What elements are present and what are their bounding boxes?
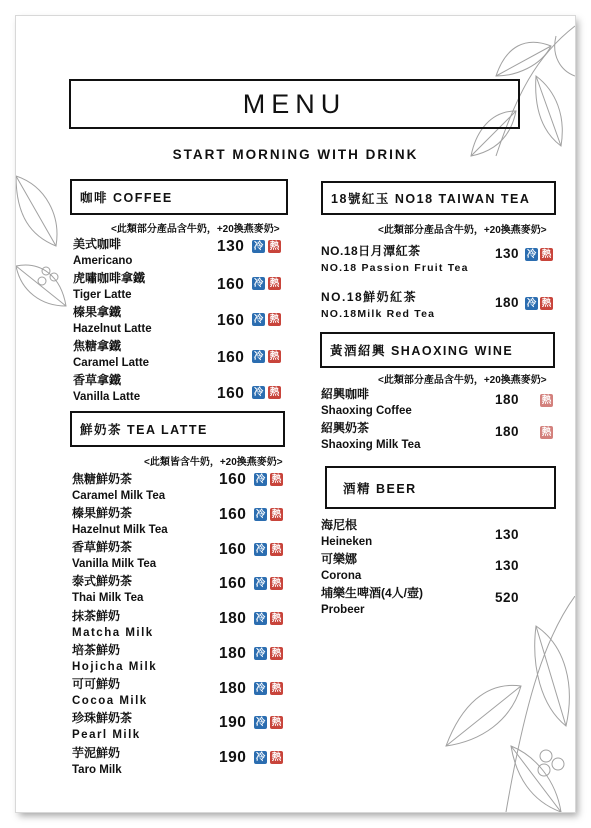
item-name-zh: 泰式鮮奶茶 bbox=[72, 574, 133, 588]
leaf-decoration-icon bbox=[416, 596, 575, 812]
hot-badge-icon: 熱 bbox=[271, 509, 282, 520]
cold-badge-icon: 冷 bbox=[255, 613, 266, 624]
hot-badge-icon: 熱 bbox=[541, 298, 552, 309]
item-name-en: Matcha Milk bbox=[72, 627, 154, 639]
menu-item bbox=[321, 551, 361, 585]
hot-badge-icon: 熱 bbox=[271, 474, 282, 485]
item-name-zh: 焦糖鮮奶茶 bbox=[72, 472, 133, 486]
item-name-zh: 香草拿鐵 bbox=[73, 373, 122, 387]
cold-badge-icon: 冷 bbox=[255, 717, 266, 728]
menu-item bbox=[72, 642, 157, 676]
item-name-zh: 珍珠鮮奶茶 bbox=[72, 711, 133, 725]
cold-badge-icon: 冷 bbox=[255, 509, 266, 520]
item-price: 190 bbox=[219, 714, 247, 731]
hot-badge-icon: 熱 bbox=[269, 278, 280, 289]
item-name-en: Caramel Milk Tea bbox=[72, 490, 166, 502]
hot-badge-icon: 熱 bbox=[271, 683, 282, 694]
item-name-zh: 焦糖拿鐵 bbox=[73, 339, 122, 353]
item-name-en: Shaoxing Coffee bbox=[321, 405, 412, 417]
menu-item bbox=[72, 608, 154, 642]
menu-item bbox=[72, 573, 143, 607]
item-price: 160 bbox=[219, 506, 247, 523]
hot-badge-icon: 熱 bbox=[271, 648, 282, 659]
menu-item bbox=[73, 372, 140, 406]
menu-subtitle: START MORNING WITH DRINK bbox=[172, 147, 419, 162]
item-price: 180 bbox=[219, 680, 247, 697]
hot-badge-icon: 熱 bbox=[271, 578, 282, 589]
item-name-zh: 榛果鮮奶茶 bbox=[72, 506, 133, 520]
item-name-en: Probeer bbox=[321, 604, 365, 616]
item-price: 160 bbox=[217, 385, 245, 402]
cold-badge-icon: 冷 bbox=[253, 241, 264, 252]
item-name-zh: 可樂娜 bbox=[321, 552, 358, 566]
item-price: 180 bbox=[495, 295, 520, 310]
item-name-en: Vanilla Latte bbox=[73, 391, 141, 403]
item-name-zh: 埔樂生啤酒(4人/壺) bbox=[321, 586, 424, 600]
item-name-zh: 芋泥鮮奶 bbox=[72, 746, 121, 760]
item-name-en: Tiger Latte bbox=[73, 289, 132, 301]
item-name-zh: 紹興咖啡 bbox=[321, 387, 370, 401]
menu-item bbox=[72, 471, 165, 505]
item-name-zh: 美式咖啡 bbox=[73, 237, 122, 251]
shaoxing-header-text: 黃酒紹興 SHAOXING WINE bbox=[330, 344, 514, 358]
item-price: 160 bbox=[219, 575, 247, 592]
hot-badge-icon: 熱 bbox=[541, 427, 552, 438]
beer-section-header bbox=[325, 466, 556, 509]
item-price: 180 bbox=[219, 610, 247, 627]
item-name-en: Cocoa Milk bbox=[72, 695, 148, 707]
hot-badge-icon: 熱 bbox=[271, 717, 282, 728]
item-name-en: Pearl Milk bbox=[72, 729, 141, 741]
menu-item bbox=[321, 420, 420, 454]
hot-badge-icon: 熱 bbox=[541, 395, 552, 406]
taiwan-tea-note: <此類部分產品含牛奶，+20換燕麥奶> bbox=[378, 225, 547, 236]
item-name-en: Shaoxing Milk Tea bbox=[321, 439, 421, 451]
hot-badge-icon: 熱 bbox=[269, 387, 280, 398]
item-name-en: Hazelnut Milk Tea bbox=[72, 524, 168, 536]
item-name-zh: 紹興奶茶 bbox=[321, 421, 370, 435]
cold-badge-icon: 冷 bbox=[255, 578, 266, 589]
menu-item bbox=[73, 338, 149, 372]
menu-item bbox=[321, 386, 412, 420]
menu-item bbox=[72, 710, 141, 744]
item-price: 190 bbox=[219, 749, 247, 766]
item-price: 180 bbox=[495, 392, 520, 407]
tea-latte-section-header bbox=[70, 411, 285, 447]
item-price: 160 bbox=[217, 276, 245, 293]
item-name-en: Caramel Latte bbox=[73, 357, 150, 369]
item-price: 160 bbox=[217, 349, 245, 366]
menu-item bbox=[321, 585, 423, 619]
cold-badge-icon: 冷 bbox=[253, 351, 264, 362]
item-name-en: Vanilla Milk Tea bbox=[72, 558, 157, 570]
menu-title-box bbox=[69, 79, 520, 129]
menu-page bbox=[16, 16, 575, 812]
shaoxing-section-header bbox=[320, 332, 555, 368]
menu-item bbox=[72, 505, 168, 539]
coffee-note: <此類部分產品含牛奶，+20換燕麥奶> bbox=[111, 224, 280, 235]
item-name-en: Corona bbox=[321, 570, 362, 582]
cold-badge-icon: 冷 bbox=[526, 298, 537, 309]
menu-item bbox=[321, 517, 372, 551]
item-name-zh: 抹茶鮮奶 bbox=[72, 609, 121, 623]
hot-badge-icon: 熱 bbox=[269, 241, 280, 252]
item-price: 520 bbox=[495, 590, 520, 605]
menu-item bbox=[72, 539, 156, 573]
item-name-zh: 虎嘯咖啡拿鐵 bbox=[73, 271, 146, 285]
item-price: 160 bbox=[219, 471, 247, 488]
item-name-zh: 培茶鮮奶 bbox=[72, 643, 121, 657]
item-name-en: Hojicha Milk bbox=[72, 661, 158, 673]
item-name-zh: NO.18鮮奶紅茶 bbox=[321, 290, 418, 304]
menu-item bbox=[73, 236, 132, 270]
item-name-zh: 香草鮮奶茶 bbox=[72, 540, 133, 554]
item-price: 130 bbox=[217, 238, 245, 255]
menu-item bbox=[73, 304, 152, 338]
item-name-zh: NO.18日月潭紅茶 bbox=[321, 244, 421, 258]
coffee-header-text: 咖啡 COFFEE bbox=[80, 191, 173, 205]
shaoxing-note: <此類部分產品含牛奶，+20換燕麥奶> bbox=[378, 375, 547, 386]
item-name-en: Americano bbox=[73, 255, 133, 267]
hot-badge-icon: 熱 bbox=[271, 544, 282, 555]
beer-header-text: 酒精 BEER bbox=[343, 481, 417, 496]
item-price: 130 bbox=[495, 246, 520, 261]
item-name-en: Heineken bbox=[321, 536, 373, 548]
cold-badge-icon: 冷 bbox=[526, 249, 537, 260]
cold-badge-icon: 冷 bbox=[253, 387, 264, 398]
taiwan-tea-section-header bbox=[321, 181, 556, 215]
cold-badge-icon: 冷 bbox=[253, 278, 264, 289]
cold-badge-icon: 冷 bbox=[255, 683, 266, 694]
item-price: 180 bbox=[219, 645, 247, 662]
menu-item bbox=[321, 243, 469, 277]
hot-badge-icon: 熱 bbox=[271, 752, 282, 763]
tea-latte-header-text: 鮮奶茶 TEA LATTE bbox=[80, 423, 208, 437]
item-name-zh: 榛果拿鐵 bbox=[73, 305, 122, 319]
cold-badge-icon: 冷 bbox=[255, 648, 266, 659]
menu-item bbox=[72, 676, 148, 710]
menu-title: MENU bbox=[242, 88, 347, 119]
menu-item bbox=[72, 745, 122, 779]
hot-badge-icon: 熱 bbox=[269, 351, 280, 362]
menu-item bbox=[73, 270, 145, 304]
taiwan-tea-header-text: 18號紅玉 NO18 TAIWAN TEA bbox=[331, 192, 531, 206]
coffee-section-header bbox=[70, 179, 288, 215]
item-price: 160 bbox=[219, 541, 247, 558]
hot-badge-icon: 熱 bbox=[541, 249, 552, 260]
item-price: 160 bbox=[217, 312, 245, 329]
item-name-en: NO.18Milk Red Tea bbox=[321, 308, 436, 320]
item-name-en: Taro Milk bbox=[72, 764, 122, 776]
item-name-en: Thai Milk Tea bbox=[72, 592, 144, 604]
item-price: 130 bbox=[495, 558, 520, 573]
cold-badge-icon: 冷 bbox=[255, 474, 266, 485]
item-name-zh: 可可鮮奶 bbox=[72, 677, 121, 691]
menu-item bbox=[321, 289, 435, 323]
tea-latte-note: <此類皆含牛奶，+20換燕麥奶> bbox=[144, 457, 283, 468]
cold-badge-icon: 冷 bbox=[255, 544, 266, 555]
item-price: 180 bbox=[495, 424, 520, 439]
item-name-zh: 海尼根 bbox=[321, 518, 358, 532]
hot-badge-icon: 熱 bbox=[269, 314, 280, 325]
item-name-en: Hazelnut Latte bbox=[73, 323, 152, 335]
item-price: 130 bbox=[495, 527, 520, 542]
cold-badge-icon: 冷 bbox=[255, 752, 266, 763]
item-name-en: NO.18 Passion Fruit Tea bbox=[321, 262, 469, 274]
cold-badge-icon: 冷 bbox=[253, 314, 264, 325]
hot-badge-icon: 熱 bbox=[271, 613, 282, 624]
